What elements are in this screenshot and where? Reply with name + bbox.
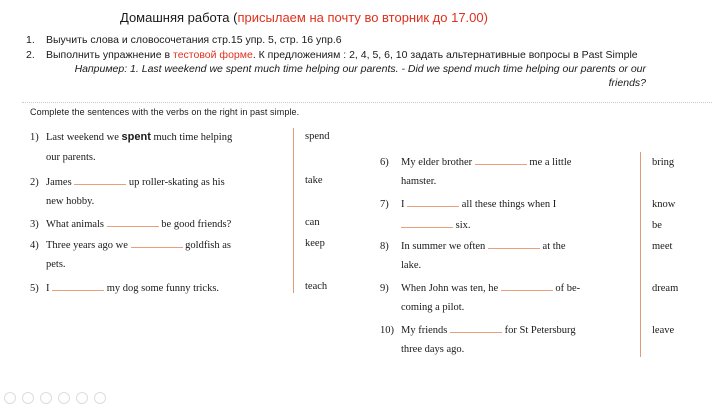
answer-blank[interactable] — [401, 218, 453, 228]
answer-blank[interactable] — [407, 197, 459, 207]
sentence-4-cont: pets. — [46, 259, 66, 270]
answer-spent: spent — [121, 131, 151, 143]
task-text: Выучить слова и словосочетания стр.15 упр. 5, стр. 16 упр.6 — [46, 34, 342, 46]
sentence-10: 10) My friends for St Petersburg — [380, 325, 576, 336]
sentence-2-cont: new hobby. — [46, 196, 95, 207]
sentence-9: 9) When John was ten, he of be- — [380, 283, 581, 294]
task-list — [26, 33, 696, 90]
answer-blank[interactable] — [488, 239, 540, 249]
exercise-instruction: Complete the sentences with the verbs on the right in past simple. — [30, 107, 300, 117]
sentence-7-cont: six. — [401, 218, 471, 231]
sentence-2: 2) James up roller-skating as his — [30, 177, 225, 188]
test-form-highlight: тестовой форме — [173, 49, 253, 61]
sentence-3: 3) What animals be good friends? — [30, 219, 232, 230]
slide-controls — [4, 392, 106, 404]
task-item — [26, 33, 696, 48]
sentence-9-cont: coming a pilot. — [401, 302, 465, 313]
exercise-left — [30, 131, 290, 301]
sentence-1: 1) Last weekend we spent much time helping — [30, 131, 233, 143]
verb-keep: keep — [305, 238, 325, 249]
sentence-10-cont: three days ago. — [401, 344, 465, 355]
answer-blank[interactable] — [107, 217, 159, 227]
answer-blank[interactable] — [131, 238, 183, 248]
next-icon[interactable] — [22, 392, 34, 404]
verb-separator-right — [640, 152, 641, 357]
verb-dream: dream — [652, 283, 679, 294]
title-main: Домашняя работа ( — [120, 10, 238, 25]
exercise-right — [380, 155, 640, 360]
answer-blank[interactable] — [475, 155, 527, 165]
zoom-icon[interactable] — [58, 392, 70, 404]
verb-meet: meet — [652, 241, 673, 252]
answer-blank[interactable] — [74, 175, 126, 185]
task-number: 1. — [26, 34, 35, 46]
verb-take: take — [305, 175, 323, 186]
verb-be: be — [652, 220, 662, 231]
answer-blank[interactable] — [450, 323, 502, 333]
menu-icon[interactable] — [76, 392, 88, 404]
task-item — [26, 48, 696, 63]
example-text: Например: 1. Last weekend we spent much time helping our parents. - Did we spend much time helping our parents or our friends? — [74, 63, 646, 89]
verb-can: can — [305, 217, 320, 228]
pen-icon[interactable] — [40, 392, 52, 404]
sentence-8: 8) In summer we often at the — [380, 241, 566, 252]
verb-bring: bring — [652, 157, 675, 168]
verb-spend: spend — [305, 131, 330, 142]
verb-leave: leave — [652, 325, 675, 336]
sentence-6: 6) My elder brother me a little — [380, 157, 572, 168]
prev-icon[interactable] — [4, 392, 16, 404]
sentence-4: 4) Three years ago we goldfish as — [30, 240, 231, 251]
title-deadline: присылаем на почту во вторник до 17.00) — [237, 10, 488, 25]
verb-teach: teach — [305, 281, 328, 292]
more-icon[interactable] — [94, 392, 106, 404]
verb-know: know — [652, 199, 676, 210]
divider — [22, 102, 712, 103]
sentence-5: 5) I my dog some funny tricks. — [30, 283, 220, 294]
sentence-8-cont: lake. — [401, 260, 422, 271]
task-number: 2. — [26, 49, 35, 61]
page-title — [120, 10, 488, 25]
sentence-7: 7) I all these things when I — [380, 199, 557, 210]
verb-separator-left — [293, 128, 294, 293]
answer-blank[interactable] — [501, 281, 553, 291]
sentence-6-cont: hamster. — [401, 176, 437, 187]
sentence-1-cont: our parents. — [46, 152, 96, 163]
task-text: Выполнить упражнение в тестовой форме. К предложениям : 2, 4, 5, 6, 10 задать альтернативные вопросы в Past Simple — [46, 49, 638, 61]
answer-blank[interactable] — [52, 281, 104, 291]
